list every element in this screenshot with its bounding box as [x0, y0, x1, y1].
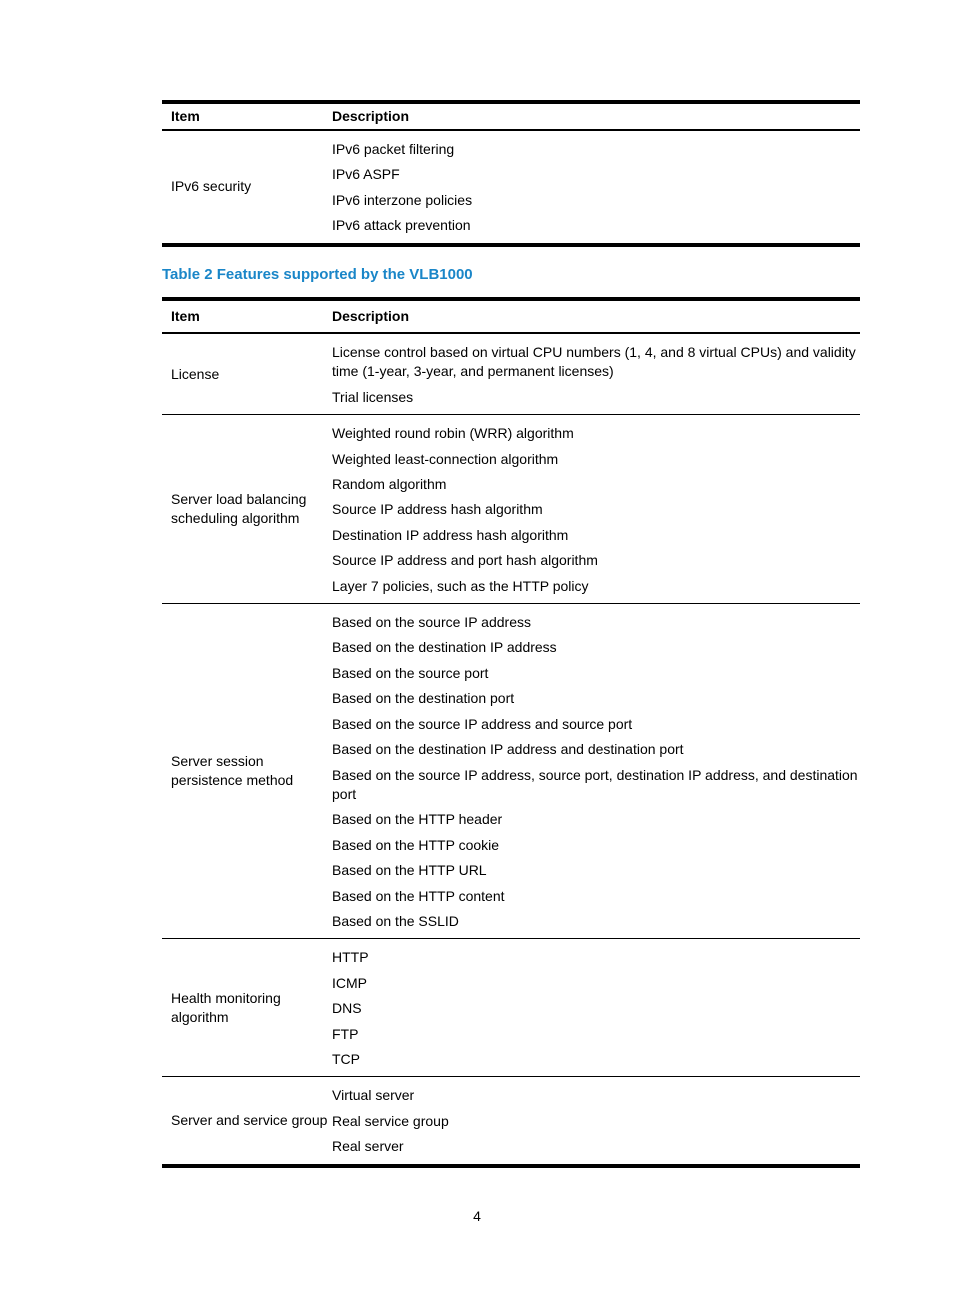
list-item: Based on the source IP address and source port	[332, 715, 633, 732]
list-item: IPv6 interzone policies	[332, 191, 473, 208]
list-item: IPv6 attack prevention	[332, 217, 471, 234]
list-item: Random algorithm	[332, 476, 447, 493]
row-description	[332, 415, 860, 603]
list-item: ICMP	[332, 974, 367, 991]
list-item: License control based on virtual CPU numbers (1, 4, and 8 virtual CPUs) and validity time (1-year, 3-year, and permanent licenses)	[332, 344, 856, 380]
list-item: Source IP address and port hash algorithm	[332, 552, 598, 569]
row-item: IPv6 security	[171, 178, 252, 195]
list-item: Based on the source IP address	[332, 614, 531, 631]
row-item: Server session persistence method	[171, 753, 294, 789]
list-item: Based on the HTTP content	[332, 887, 505, 904]
row-item: License	[171, 365, 220, 382]
row-description	[332, 334, 860, 414]
row-item: Server load balancing scheduling algorithm	[171, 491, 307, 527]
table-row	[162, 415, 860, 604]
list-item: Based on the destination port	[332, 690, 515, 707]
list-item: Layer 7 policies, such as the HTTP policy	[332, 577, 589, 594]
list-item: Based on the destination IP address and destination port	[332, 741, 684, 758]
table-caption: Table 2 Features supported by the VLB1000	[162, 266, 473, 283]
table-row	[162, 604, 860, 939]
list-item: DNS	[332, 1000, 362, 1017]
table-header	[162, 100, 860, 131]
table-row	[162, 131, 860, 247]
list-item: Weighted least-connection algorithm	[332, 450, 559, 467]
table-row	[162, 939, 860, 1077]
row-description	[332, 1077, 860, 1163]
list-item: Trial licenses	[332, 388, 414, 405]
header-description: Description	[332, 108, 410, 124]
list-item: Source IP address hash algorithm	[332, 501, 543, 518]
table-row	[162, 1077, 860, 1167]
list-item: IPv6 packet filtering	[332, 141, 455, 157]
table-header	[162, 297, 860, 334]
vlb1000-features-table	[162, 297, 860, 1168]
list-item: Virtual server	[332, 1087, 415, 1104]
list-item: Real server	[332, 1138, 404, 1155]
list-item: Destination IP address hash algorithm	[332, 526, 569, 543]
row-description	[332, 939, 860, 1076]
list-item: TCP	[332, 1050, 360, 1067]
list-item: Based on the HTTP URL	[332, 862, 487, 879]
list-item: Based on the destination IP address	[332, 639, 557, 656]
list-item: Based on the SSLID	[332, 912, 459, 929]
list-item: Based on the HTTP header	[332, 811, 503, 828]
header-item: Item	[171, 308, 200, 324]
header-description: Description	[332, 308, 410, 324]
list-item: Based on the source port	[332, 664, 489, 681]
list-item: Weighted round robin (WRR) algorithm	[332, 425, 574, 442]
list-item: Real service group	[332, 1112, 449, 1129]
ipv6-features-table	[162, 100, 860, 247]
header-item: Item	[171, 108, 200, 124]
list-item: Based on the HTTP cookie	[332, 836, 500, 853]
row-description	[332, 604, 860, 938]
page-number: 4	[473, 1208, 481, 1224]
list-item: IPv6 ASPF	[332, 166, 400, 183]
table-row	[162, 334, 860, 415]
list-item: Based on the source IP address, source port, destination IP address, and destination port	[332, 766, 858, 802]
row-description	[332, 131, 860, 243]
list-item: HTTP	[332, 949, 369, 966]
list-item: FTP	[332, 1025, 359, 1042]
row-item: Server and service group	[171, 1111, 328, 1128]
row-item: Health monitoring algorithm	[171, 989, 281, 1025]
